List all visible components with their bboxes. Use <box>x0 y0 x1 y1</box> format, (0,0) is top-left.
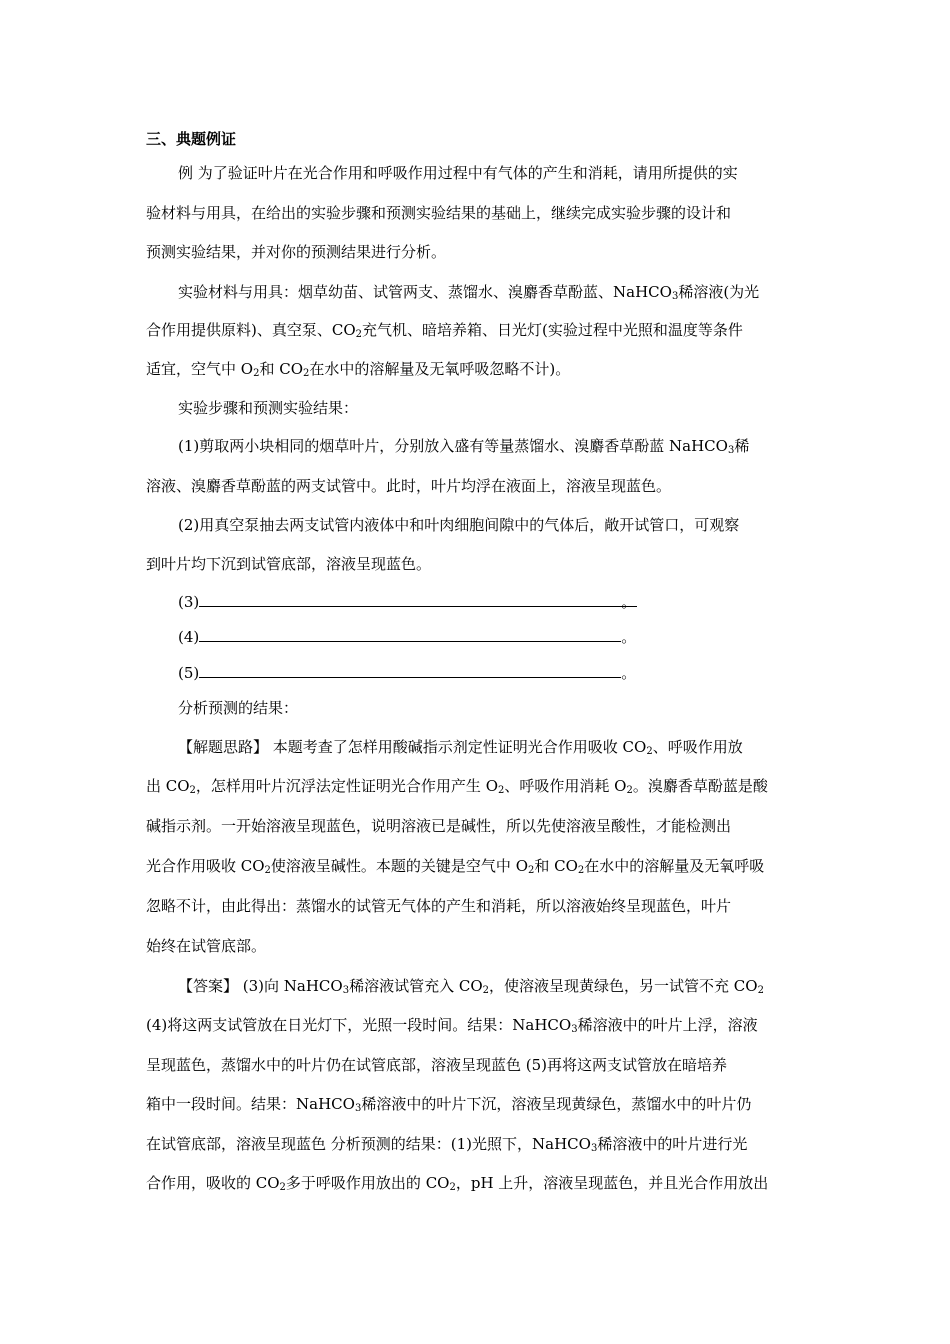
step-5-answer-blank[interactable] <box>199 663 621 678</box>
materials-line-2: 合作用提供原料)、真空泵、$CO_2$充气机、暗培养箱、日光灯(实验过程中光照和温度等条件 <box>146 321 743 340</box>
step-3-answer-blank[interactable] <box>199 592 621 607</box>
answer-line-3: 呈现蓝色，蒸馏水中的叶片仍在试管底部，溶液呈现蓝色 (5)再将这两支试管放在暗培养 <box>146 1056 728 1074</box>
answer-line-6: 合作用，吸收的 $CO_2$多于呼吸作用放出的 $CO_2$，pH 上升，溶液呈现蓝色，并且光合作用放出 <box>146 1174 769 1193</box>
solution-line-1: 【解题思路】 本题考查了怎样用酸碱指示剂定性证明光合作用吸收 $CO_2$、呼吸作用放 <box>178 738 743 757</box>
solution-line-4: 光合作用吸收 $CO_2$使溶液呈碱性。本题的关键是空气中 $O_2$和 $CO_2$在水中的溶解量及无氧呼吸 <box>146 857 765 876</box>
step-3-blank-line: (3) 。 <box>178 593 637 611</box>
step-1-line-2: 溶液、溴麝香草酚蓝的两支试管中。此时，叶片均浮在液面上，溶液呈现蓝色。 <box>146 477 672 495</box>
steps-title: 实验步骤和预测实验结果： <box>178 399 359 417</box>
answer-line-4: 箱中一段时间。结果：NaHCO$_3$稀溶液中的叶片下沉，溶液呈现黄绿色，蒸馏水中的叶片仍 <box>146 1095 752 1114</box>
materials-line-3: 适宜，空气中 $O_2$和 $CO_2$在水中的溶解量及无氧呼吸忽略不计)。 <box>146 360 571 379</box>
section-heading: 三、典题例证 <box>146 130 237 148</box>
solution-line-5: 忽略不计，由此得出：蒸馏水的试管无气体的产生和消耗，所以溶液始终呈现蓝色，叶片 <box>146 897 732 915</box>
solution-line-2: 出 $CO_2$，怎样用叶片沉浮法定性证明光合作用产生 $O_2$、呼吸作用消耗 $O_2$。溴麝香草酚蓝是酸 <box>146 777 768 796</box>
example-line-1: 例 为了验证叶片在光合作用和呼吸作用过程中有气体的产生和消耗，请用所提供的实 <box>178 164 738 182</box>
step-4-answer-blank[interactable] <box>199 627 621 642</box>
answer-line-1: 【答案】 (3)向 NaHCO$_3$稀溶液试管充入 $CO_2$，使溶液呈现黄绿色，另一试管不充 $CO_2$ <box>178 977 764 996</box>
materials-line-1: 实验材料与用具：烟草幼苗、试管两支、蒸馏水、溴麝香草酚蓝、NaHCO$_3$稀溶液(为光 <box>178 283 760 302</box>
step-1-line-1: (1)剪取两小块相同的烟草叶片，分别放入盛有等量蒸馏水、溴麝香草酚蓝 NaHCO$_3$稀 <box>178 437 750 456</box>
analysis-label: 分析预测的结果： <box>178 699 299 717</box>
answer-line-2: (4)将这两支试管放在日光灯下，光照一段时间。结果：NaHCO$_3$稀溶液中的叶片上浮，溶液 <box>146 1016 758 1035</box>
answer-line-5: 在试管底部，溶液呈现蓝色 分析预测的结果：(1)光照下，NaHCO$_3$稀溶液中的叶片进行光 <box>146 1135 748 1154</box>
step-2-line-1: (2)用真空泵抽去两支试管内液体中和叶肉细胞间隙中的气体后，敞开试管口，可观察 <box>178 516 740 534</box>
step-4-blank-line: (4) 。 <box>178 628 637 646</box>
example-line-2: 验材料与用具，在给出的实验步骤和预测实验结果的基础上，继续完成实验步骤的设计和 <box>146 204 732 222</box>
solution-line-6: 始终在试管底部。 <box>146 937 267 955</box>
solution-line-3: 碱指示剂。一开始溶液呈现蓝色，说明溶液已是碱性，所以先使溶液呈酸性，才能检测出 <box>146 817 732 835</box>
step-2-line-2: 到叶片均下沉到试管底部，溶液呈现蓝色。 <box>146 555 432 573</box>
step-5-blank-line: (5) 。 <box>178 664 637 682</box>
example-line-3: 预测实验结果，并对你的预测结果进行分析。 <box>146 243 447 261</box>
